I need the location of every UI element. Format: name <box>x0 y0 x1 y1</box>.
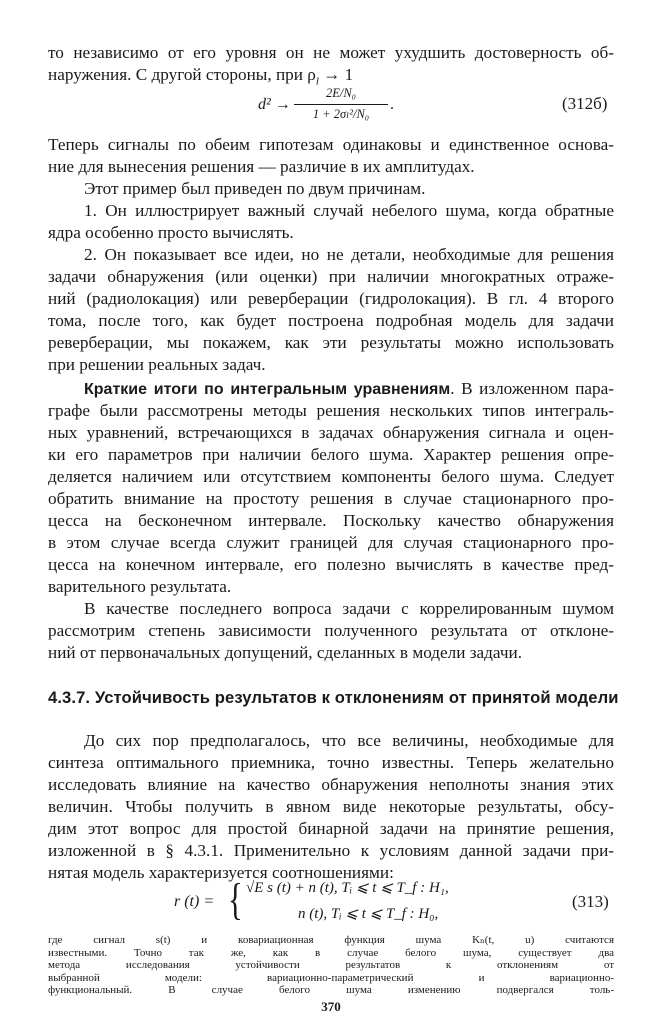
text-line: функциональный. В случае белого шума изменению подвергался толь- <box>48 984 614 996</box>
text-line: ний от первоначальных допущений, сделанных в модели задачи. <box>48 643 522 662</box>
text-line: при решении реальных задач. <box>48 355 266 374</box>
text-line: задачи обнаружения (или оценки) при наличии многократных отраже- <box>48 267 614 286</box>
text-line: обратить внимание на простоту решения в случае стационарного про- <box>48 489 614 508</box>
text-line: деляется наличием или отсутствием компоненты белого шума. Следует <box>48 467 614 486</box>
text-line: ки его параметров при наличии белого шума. Характер решения опре- <box>48 445 614 464</box>
text-line: дим этот вопрос для простой бинарной задачи на принятие решения, <box>48 819 614 838</box>
text-line: цесса на конечном интервале, его полезно вычислять в качестве пред- <box>48 555 614 574</box>
text-line: рассмотрим степень зависимости полученного результата от отклоне- <box>48 621 614 640</box>
text-line: синтеза оптимального приемника, точно известны. Теперь желательно <box>48 753 614 772</box>
text-line: 2. Он показывает все идеи, но не детали, необходимые для решения <box>84 245 614 264</box>
page-number: 370 <box>321 998 341 1014</box>
text-line: В качестве последнего вопроса задачи с коррелированным шумом <box>84 599 614 618</box>
text-line: варительного результата. <box>48 577 232 596</box>
text-line: величин. Чтобы получить в явном виде некоторые результаты, обсу- <box>48 797 614 816</box>
text-line: Теперь сигналы по обеим гипотезам одинаковы и единственное основа- <box>48 135 614 154</box>
text-line: выбранной модели: вариационно-параметрический и вариационно- <box>48 971 614 984</box>
summary-line: Краткие итоги по интегральным уравнениям. В изложенном пара- <box>84 379 614 398</box>
text-line: в этом случае всегда служит границей для случая стационарного про- <box>48 533 614 552</box>
text-line: ядра особенно просто вычислять. <box>48 223 294 242</box>
text-line: 1. Он иллюстрирует важный случай небелого шума, когда обратные <box>84 201 614 220</box>
text-line: изложенной в § 4.3.1. Применительно к условиям данной задачи при- <box>48 841 614 860</box>
text-line: цесса на бесконечном интервале. Поскольку качество обнаружения <box>48 511 614 530</box>
text-line: где сигнал s(t) и ковариационная функция шума Kₙ(t, u) считаются <box>48 934 614 946</box>
text-line: то независимо от его уровня он не может ухудшить достоверность об- <box>48 43 614 62</box>
section-heading: 4.3.7. Устойчивость результатов к отклонениям от принятой модели <box>48 688 619 707</box>
text-line: исследовать влияние на качество обнаружения неполноты знания этих <box>48 775 614 794</box>
text-line: графе были рассмотрены методы решения нескольких типов интеграль- <box>48 401 614 420</box>
equation-number: (313) <box>572 892 609 911</box>
text-line: тома, после того, как будет построена подробная модель для задачи <box>48 311 614 330</box>
text-line: ний (радиолокация) или реверберации (гидролокация). В гл. 4 второго <box>48 289 614 308</box>
text-line: известными. Точно так же, как в случае белого шума, существует два <box>48 946 614 959</box>
text-line: реверберации, мы покажем, как эти результаты можно использовать <box>48 333 614 352</box>
text-line: метода исследования устойчивости результатов к отклонениям от <box>48 959 614 971</box>
book-page: то независимо от его уровня он не может ухудшить достоверность об- наружения. С другой стороны, при $\rho_l \to 1$ d² → 2E/N₀ 1 + 2σₗ²/N₀ . (312б) Теперь сигналы по обеим гипотезам одинаковы и единственное основа- ние для вынесения решения — различие в их амплитудах. Этот пример был приведен по двум причинам. 1. Он иллюстрирует важный случай небелого шума, когда обратные ядра особенно просто вычислять. 2. Он показывает все идеи, но не детали, необходимые для решения задачи обнаружения (или оценки) при наличии многократных отраже- ний (радиолокация) или реверберации (гидролокация). В гл. 4 второго тома, после того, как будет построена подробная модель для задачи реверберации, мы покажем, как эти результаты можно использовать при решении реальных задач. Краткие итоги по интегральным уравнениям. В изложенном пара- графе были рассмотрены методы решения нескольких типов интеграль- ных уравнений, встречающихся в задачах обнаружения сигнала и оцен- ки его параметров при наличии белого шума. Характер решения опре- деляется наличием или отсутствием компоненты белого шума. Следует обратить внимание на простоту решения в случае стационарного про- цесса на бесконечном интервале. Поскольку качество обнаружения в этом случае всегда служит границей для случая стационарного про- цесса на конечном интервале, его полезно вычислять в качестве пред- варительного результата. В качестве последнего вопроса задачи с коррелированным шумом рассмотрим степень зависимости полученного результата от отклоне- ний от первоначальных допущений, сделанных в модели задачи. 4.3.7. Устойчивость результатов к отклонениям от принятой модели До сих пор предполагалось, что все величины, необходимые для синтеза оптимального приемника, точно известны. Теперь желательно исследовать влияние на качество обнаружения неполноты знания этих величин. Чтобы получить в явном виде некоторые результаты, обсу- дим этот вопрос для простой бинарной задачи на принятие решения, изложенной в § 4.3.1. Применительно к условиям данной задачи при- нятая модель характеризуется соотношениями: r (t) = { √E s (t) + n (t), Tᵢ ⩽ t ⩽ T_f : H₁, n (t), Tᵢ ⩽ t ⩽ T_f : H₀, (313) 370 <box>0 0 662 1000</box>
text-line: нятая модель характеризуется соотношениями: <box>48 863 394 882</box>
text-line: Этот пример был приведен по двум причинам. <box>84 179 426 198</box>
text-line: ние для вынесения решения — различие в их амплитудах. <box>48 157 475 176</box>
text-line: До сих пор предполагалось, что все величины, необходимые для <box>84 731 614 750</box>
text-line: ных уравнений, встречающихся в задачах обнаружения сигнала и оцен- <box>48 423 614 442</box>
text-line: наружения. С другой стороны, при $\rho_l \to 1$ <box>48 65 354 88</box>
equation-number: (312б) <box>562 94 608 113</box>
